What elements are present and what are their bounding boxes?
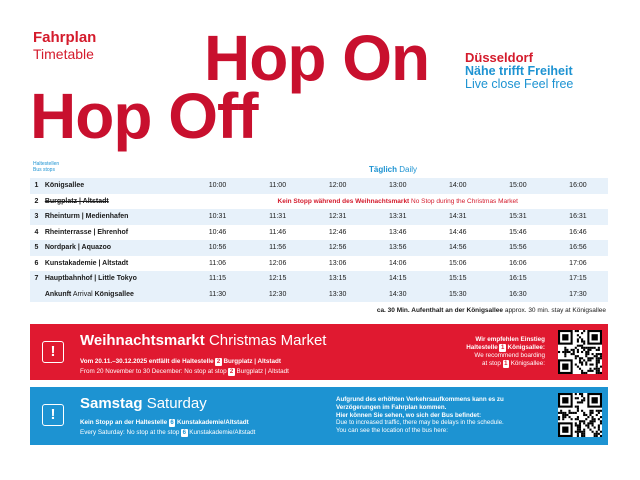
christmas-line-de <box>80 358 281 366</box>
saturday-line-en <box>80 429 255 437</box>
table-row <box>30 271 608 287</box>
daily-header <box>369 165 417 174</box>
traffic-de1: Aufgrund des erhöhten Verkehrsaufkommens kann es zu <box>336 396 504 403</box>
arrival-time: 12:30 <box>248 287 308 303</box>
christmas-title <box>80 332 326 349</box>
departure-time: 14:06 <box>388 259 407 267</box>
timetable-title: Timetable <box>33 46 94 62</box>
table-row <box>30 225 608 241</box>
stop-name: Rheinturm | Medienhafen <box>43 209 188 225</box>
table-row <box>30 256 608 272</box>
departure-time: 14:56 <box>428 240 488 256</box>
arrival-time: 11:30 <box>188 287 248 303</box>
departure-time: 15:56 <box>488 240 548 256</box>
stop-name: Kunstakademie | Altstadt <box>44 259 129 267</box>
departure-time: 10:56 <box>188 240 248 256</box>
no-stop-de: Kein Stopp während des Weihnachtsmarkt <box>277 197 410 205</box>
stop-number: 6 <box>34 259 39 267</box>
stop-number-badge: 1 <box>500 344 505 351</box>
table-row <box>30 178 608 194</box>
christmas-line-de-text: Vom 20.11.–30.12.2025 entfällt die Haltestelle <box>80 358 214 365</box>
arrival-label <box>43 287 188 303</box>
stops-header <box>33 162 59 173</box>
arrival-time: 16:30 <box>488 287 548 303</box>
departure-time: 10:46 <box>208 228 227 236</box>
fahrplan-title: Fahrplan <box>33 29 97 46</box>
stop-number: 1 <box>30 178 43 194</box>
departure-time: 17:15 <box>548 271 608 287</box>
departure-time: 14:00 <box>428 178 488 194</box>
timetable <box>30 178 608 302</box>
warning-icon: ! <box>42 404 64 426</box>
stop-number-badge: 2 <box>229 369 234 375</box>
departure-time: 16:31 <box>548 209 608 225</box>
hop-off-title: Hop Off <box>30 80 258 152</box>
departure-time: 12:46 <box>328 228 347 236</box>
saturday-line-en-stop: Kunstakademie/Altstadt <box>189 429 256 436</box>
saturday-line-de-text: Kein Stopp an der Haltestelle <box>80 419 168 426</box>
pause-de: ca. 30 Min. Aufenthalt an der Königsallee <box>376 307 504 314</box>
stop-number: 2 <box>34 197 39 205</box>
departure-time: 16:06 <box>509 259 527 267</box>
traffic-note <box>336 396 546 435</box>
departure-time: 15:06 <box>449 259 467 267</box>
saturday-banner <box>30 387 608 445</box>
departure-time: 16:00 <box>548 178 608 194</box>
no-stop-notice <box>188 194 609 210</box>
stop-number-badge: 2 <box>216 359 221 365</box>
departure-time: 11:06 <box>209 259 227 267</box>
departure-time: 13:15 <box>308 271 368 287</box>
departure-time: 16:46 <box>569 228 587 236</box>
table-row <box>30 240 608 256</box>
departure-time: 13:00 <box>368 178 428 194</box>
no-stop-en: No Stop during the Christmas Market <box>411 197 518 205</box>
pause-note <box>377 307 606 314</box>
departure-time: 14:46 <box>449 228 467 236</box>
saturday-line-de <box>80 419 249 427</box>
arrival-time: 14:30 <box>368 287 428 303</box>
table-row <box>30 209 608 225</box>
departure-time: 10:31 <box>188 209 248 225</box>
hop-on-title: Hop On <box>204 22 430 94</box>
departure-time: 15:46 <box>509 228 527 236</box>
departure-time: 12:31 <box>308 209 368 225</box>
boarding-recommendation <box>445 336 545 368</box>
christmas-line-en-text: From 20 November to 30 December: No stop at stop <box>80 368 227 375</box>
departure-time: 12:00 <box>308 178 368 194</box>
stop-number-badge: 6 <box>182 430 186 436</box>
christmas-line-de-stop: Burgplatz | Altstadt <box>223 358 281 365</box>
departure-time: 11:31 <box>248 209 308 225</box>
departure-time: 15:00 <box>488 178 548 194</box>
departure-time: 12:56 <box>308 240 368 256</box>
traffic-en1: Due to increased traffic, there may be delays in the schedule. <box>336 419 504 427</box>
departure-time: 17:06 <box>569 259 587 267</box>
departure-time: 13:46 <box>388 228 407 236</box>
arrival-stop: Königsallee <box>94 290 134 298</box>
rec-stop: Königsallee: <box>507 343 545 351</box>
departure-time: 11:15 <box>188 271 248 287</box>
stop-number: 5 <box>30 240 43 256</box>
saturday-title <box>80 395 207 412</box>
departure-time: 11:00 <box>248 178 308 194</box>
saturday-title-en: Saturday <box>146 395 207 412</box>
traffic-de3: Hier können Sie sehen, wo sich der Bus befindet: <box>336 411 482 419</box>
stop-name: Königsallee <box>43 178 188 194</box>
qr-code-icon[interactable] <box>558 393 602 437</box>
stop-name-struck: Burgplatz | Altstadt <box>44 197 109 205</box>
departure-time: 16:15 <box>488 271 548 287</box>
traffic-en2: You can see the location of the bus here: <box>336 427 448 434</box>
arrival-time: 15:30 <box>428 287 488 303</box>
rec-en: We recommend boarding <box>474 351 545 359</box>
stops-header-en: Bus stops <box>33 166 55 173</box>
departure-time: 13:06 <box>328 259 347 267</box>
christmas-title-en: Christmas Market <box>208 332 327 349</box>
stop-number-badge: 6 <box>170 420 174 426</box>
qr-code-icon[interactable] <box>558 330 602 374</box>
departure-time: 10:00 <box>188 178 248 194</box>
departure-time: 14:31 <box>428 209 488 225</box>
arrival-de: Ankunft <box>44 290 72 298</box>
christmas-line-en-stop: Burgplatz | Altstadt <box>236 368 289 375</box>
departure-time: 16:56 <box>548 240 608 256</box>
header-right <box>465 51 573 91</box>
departure-time: 11:56 <box>248 240 308 256</box>
stop-name: Rheinterrasse | Ehrenhof <box>44 228 129 236</box>
departure-time: 12:15 <box>248 271 308 287</box>
departure-time: 15:15 <box>428 271 488 287</box>
departure-time: 15:31 <box>488 209 548 225</box>
arrival-en: Arrival <box>72 290 93 298</box>
stop-name <box>43 194 188 210</box>
pause-en: approx. 30 min. stay at Königsallee <box>504 307 606 314</box>
daily-en: Daily <box>399 165 418 174</box>
arrival-time: 13:30 <box>308 287 368 303</box>
arrival-row <box>30 287 608 303</box>
slogan-de: Nähe trifft Freiheit <box>465 63 573 78</box>
stops-header-de: Haltestellen <box>33 161 60 167</box>
daily-de: Täglich <box>369 165 398 174</box>
christmas-market-banner <box>30 324 608 380</box>
christmas-line-en <box>80 368 289 376</box>
slogan-en: Live close Feel free <box>465 76 574 91</box>
saturday-title-de: Samstag <box>80 395 143 412</box>
departure-time: 14:15 <box>368 271 428 287</box>
warning-icon: ! <box>42 341 64 363</box>
departure-time: 13:56 <box>368 240 428 256</box>
christmas-title-de: Weihnachtsmarkt <box>80 332 205 349</box>
city-name: Düsseldorf <box>465 50 533 65</box>
traffic-de2: Verzögerungen im Fahrplan kommen. <box>336 403 447 411</box>
departure-time: 12:06 <box>268 259 287 267</box>
stop-number: 4 <box>34 228 39 236</box>
departure-time: 13:31 <box>368 209 428 225</box>
rec-de2: Haltestelle <box>466 343 498 351</box>
stop-number-badge: 1 <box>504 360 508 367</box>
rec-de: Wir empfehlen Einstieg <box>475 336 545 343</box>
rec-stop2: Königsallee: <box>510 359 545 367</box>
rec-en2: at stop <box>481 359 501 367</box>
stop-number: 7 <box>30 271 43 287</box>
arrival-time: 17:30 <box>548 287 608 303</box>
saturday-line-en-text: Every Saturday: No stop at the stop <box>80 429 180 436</box>
table-row <box>30 194 608 210</box>
header-left <box>33 30 96 61</box>
stop-name: Hauptbahnhof | Little Tokyo <box>43 271 188 287</box>
stop-number: 3 <box>30 209 43 225</box>
departure-time: 11:46 <box>269 228 287 236</box>
saturday-line-de-stop: Kunstakademie/Altstadt <box>176 419 249 426</box>
arrival-blank <box>30 287 43 303</box>
stop-name: Nordpark | Aquazoo <box>43 240 188 256</box>
